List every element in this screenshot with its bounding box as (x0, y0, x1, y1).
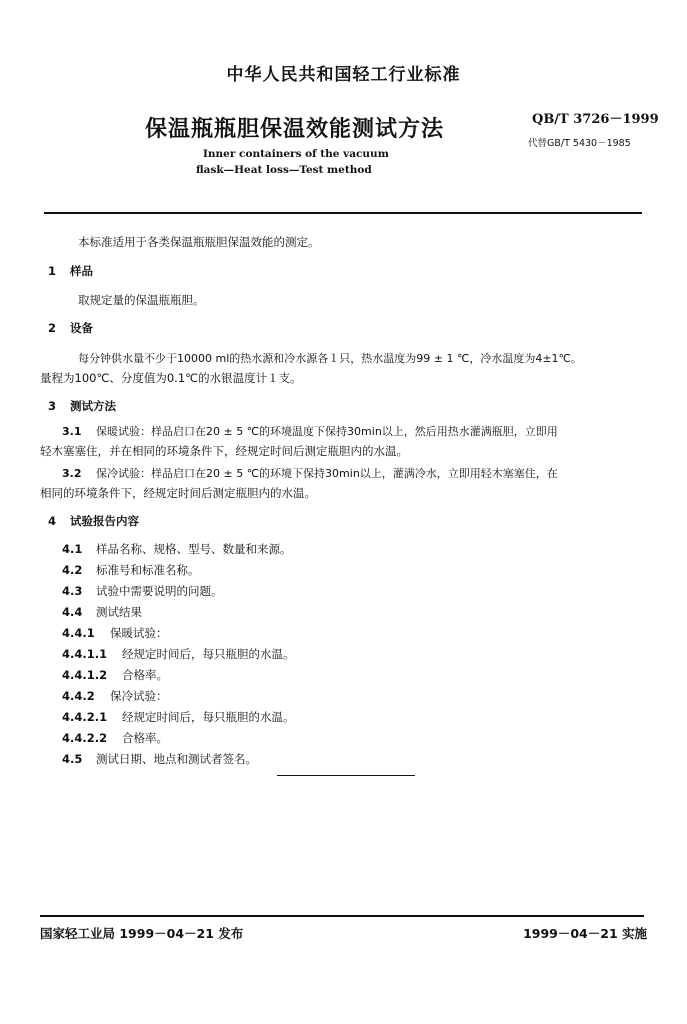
section-title: 测试方法 (70, 399, 116, 413)
section-3-heading (48, 398, 116, 414)
item-number: 4.4.1.2 (62, 668, 108, 682)
section-title: 设备 (70, 321, 93, 335)
section-1-heading (48, 263, 93, 279)
english-title-line-1: Inner containers of the vacuum (203, 148, 389, 160)
english-title-line-2: flask—Heat loss—Test method (196, 164, 372, 176)
clause-3-1-line-1 (62, 423, 558, 439)
standard-code: QB/T 3726－1999 (532, 112, 659, 127)
clause-3-2-line-1 (62, 465, 558, 481)
section-title: 样品 (70, 264, 93, 278)
item-number: 4.4.2.1 (62, 710, 108, 724)
report-item (62, 583, 223, 599)
end-of-text-rule (277, 775, 415, 776)
section-number: 2 (48, 321, 57, 335)
header-title: 中华人民共和国轻工行业标准 (226, 65, 461, 85)
item-number: 4.4.1.1 (62, 647, 108, 661)
item-text: 标准号和标准名称。 (96, 563, 200, 577)
item-text: 经规定时间后，每只瓶胆的水温。 (122, 710, 295, 724)
section-number: 1 (48, 264, 57, 278)
report-item (62, 541, 292, 557)
section-1-text: 取规定量的保温瓶瓶胆。 (78, 293, 205, 307)
implementation-date: 1999－04－21 实施 (523, 926, 647, 941)
clause-text: 保冷试验：样品启口在20 ± 5 ℃的环境下保持30min以上，灌满冷水，立即用轻木塞塞住，在 (96, 467, 558, 480)
clause-number: 3.2 (62, 467, 82, 480)
item-number: 4.1 (62, 542, 83, 556)
item-text: 试验中需要说明的问题。 (96, 584, 223, 598)
section-4-heading (48, 513, 139, 529)
section-2-heading (48, 320, 93, 336)
clause-number: 3.1 (62, 425, 82, 438)
header-divider (44, 212, 642, 214)
item-text: 保暖试验： (110, 626, 168, 640)
item-text: 经规定时间后，每只瓶胆的水温。 (122, 647, 295, 661)
item-number: 4.4.2.2 (62, 731, 108, 745)
section-2-line-2: 量程为100℃、分度值为0.1℃的水银温度计１支。 (40, 371, 302, 385)
section-number: 3 (48, 399, 57, 413)
item-number: 4.4.1 (62, 626, 95, 640)
item-text: 合格率。 (122, 668, 168, 682)
clause-text: 保暖试验：样品启口在20 ± 5 ℃的环境温度下保持30min以上，然后用热水灌满瓶胆，立即用 (96, 425, 558, 438)
item-number: 4.5 (62, 752, 83, 766)
item-text: 保冷试验： (110, 689, 168, 703)
report-item (62, 562, 200, 578)
section-number: 4 (48, 514, 57, 528)
report-item (62, 688, 168, 704)
section-2-line-1: 每分钟供水量不少于10000 ml的热水源和冷水源各１只，热水温度为99 ± 1 ℃，冷水温度为4±1℃。 (78, 352, 582, 365)
item-text: 合格率。 (122, 731, 168, 745)
report-item (62, 751, 257, 767)
item-number: 4.2 (62, 563, 83, 577)
item-number: 4.4 (62, 605, 83, 619)
report-item (62, 646, 295, 662)
report-item (62, 730, 168, 746)
item-number: 4.3 (62, 584, 83, 598)
item-text: 测试结果 (96, 605, 142, 619)
section-title: 试验报告内容 (70, 514, 139, 528)
item-text: 测试日期、地点和测试者签名。 (96, 752, 257, 766)
report-item (62, 709, 295, 725)
replaces-standard: 代替GB/T 5430－1985 (528, 138, 631, 149)
item-number: 4.4.2 (62, 689, 95, 703)
clause-3-2-line-2: 相同的环境条件下，经规定时间后测定瓶胆内的水温。 (40, 486, 316, 500)
report-item (62, 604, 142, 620)
report-item (62, 667, 168, 683)
scope-statement: 本标准适用于各类保温瓶瓶胆保温效能的测定。 (78, 235, 320, 249)
report-item (62, 625, 168, 641)
item-text: 样品名称、规格、型号、数量和来源。 (96, 542, 292, 556)
clause-3-1-line-2: 轻木塞塞住，并在相同的环境条件下，经规定时间后测定瓶胆内的水温。 (40, 444, 408, 458)
issue-info: 国家轻工业局 1999－04－21 发布 (40, 926, 244, 941)
footer-divider (40, 915, 644, 917)
document-title: 保温瓶瓶胆保温效能测试方法 (145, 117, 445, 142)
